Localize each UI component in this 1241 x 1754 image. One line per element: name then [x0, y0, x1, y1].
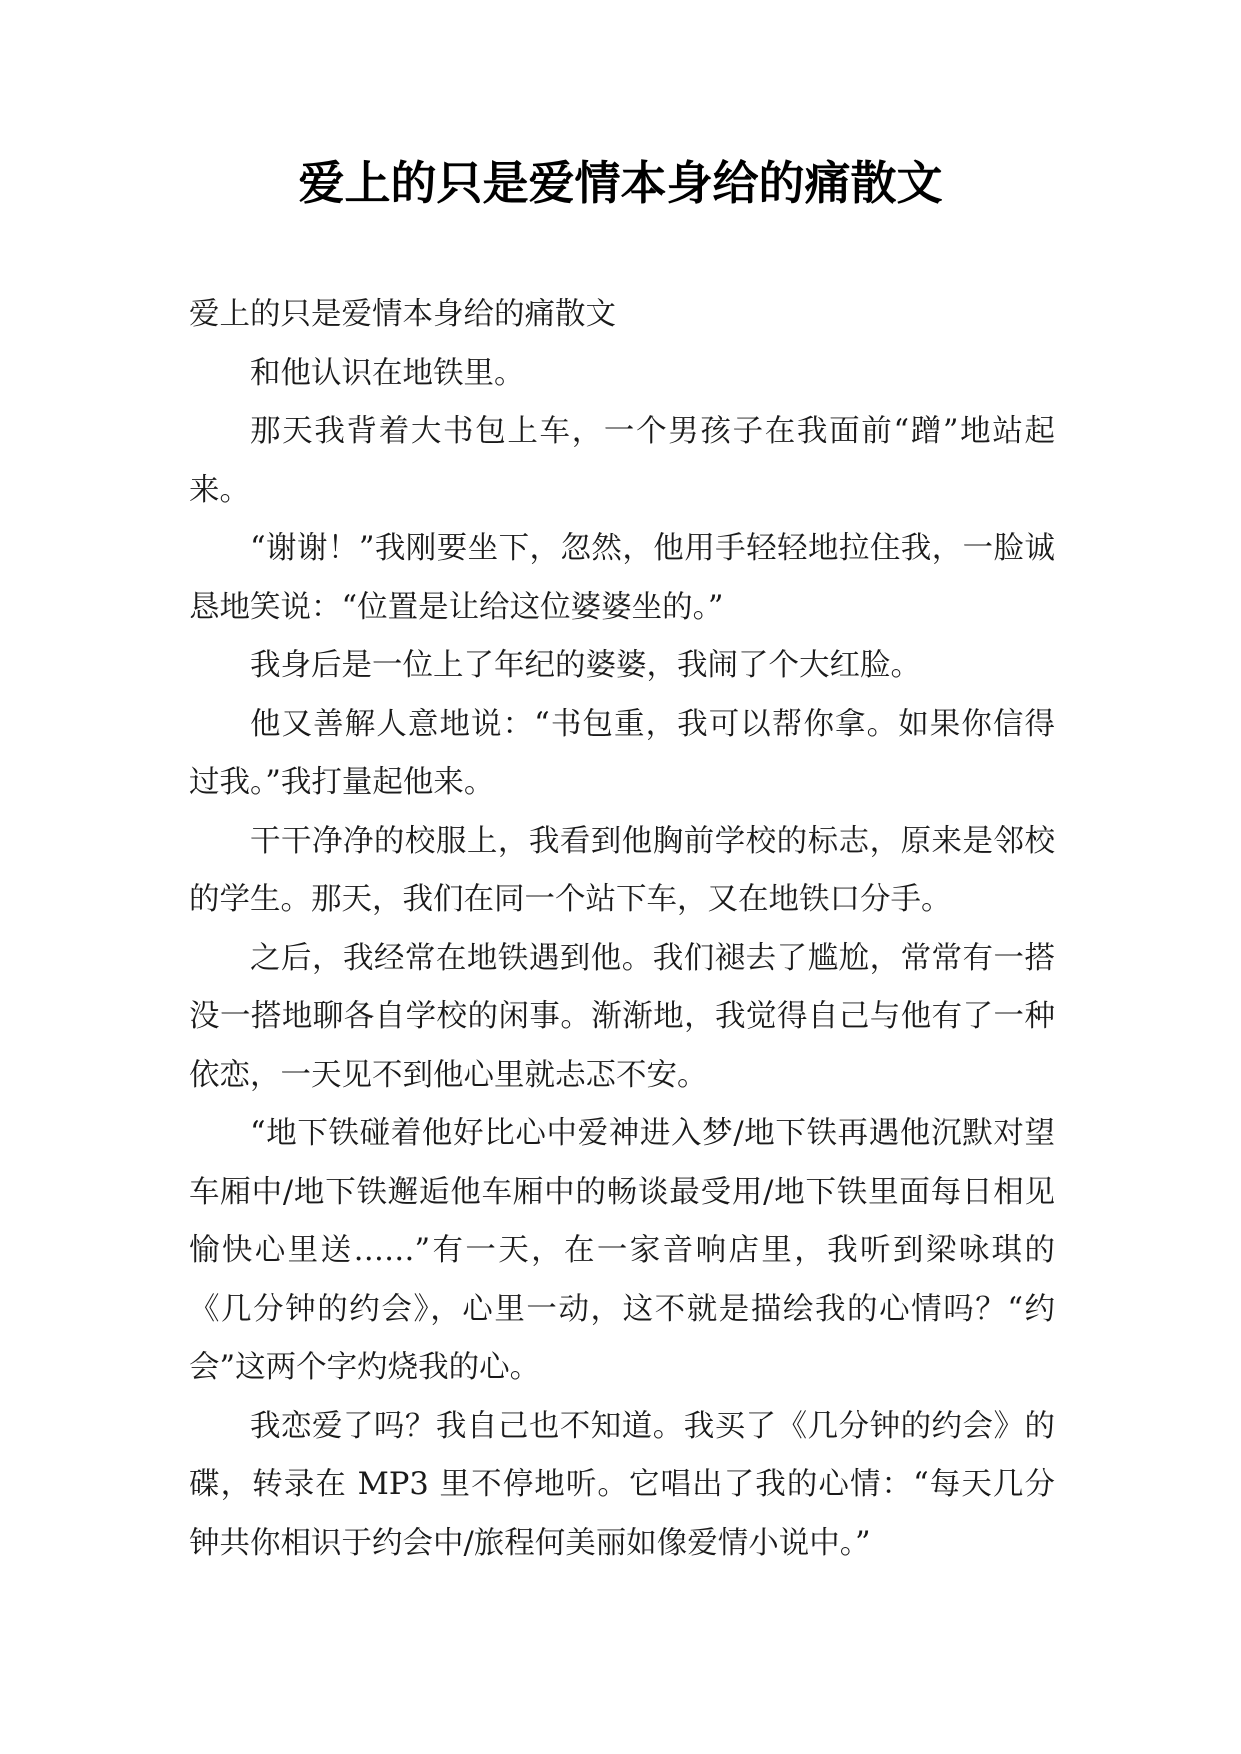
- document-body: [189, 286, 1055, 1573]
- paragraph: “地下铁碰着他好比心中爱神进入梦/地下铁再遇他沉默对望车厢中/地下铁邂逅他车厢中的畅谈最受用/地下铁里面每日相见愉快心里送……”有一天，在一家音响店里，我听到梁咏琪的《几分钟的约会》，心里一动，这不就是描绘我的心情吗？“约会”这两个字灼烧我的心。: [189, 1116, 1055, 1385]
- paragraph: 他又善解人意地说：“书包重，我可以帮你拿。如果你信得过我。”我打量起他来。: [189, 706, 1055, 800]
- paragraph: 那天我背着大书包上车，一个男孩子在我面前“蹭”地站起来。: [189, 414, 1055, 508]
- paragraph: 干干净净的校服上，我看到他胸前学校的标志，原来是邻校的学生。那天，我们在同一个站下车，又在地铁口分手。: [189, 823, 1055, 917]
- paragraph: 我身后是一位上了年纪的婆婆，我闹了个大红脸。: [250, 648, 921, 683]
- paragraph: “谢谢！”我刚要坐下，忽然，他用手轻轻地拉住我，一脸诚恳地笑说：“位置是让给这位婆婆坐的。”: [189, 531, 1055, 625]
- paragraph: 和他认识在地铁里。: [250, 355, 525, 391]
- body-heading-line: 爱上的只是爱情本身给的痛散文: [189, 297, 616, 332]
- paragraph: 之后，我经常在地铁遇到他。我们褪去了尴尬，常常有一搭没一搭地聊各自学校的闲事。渐渐地，我觉得自己与他有了一种依恋，一天见不到他心里就忐忑不安。: [189, 940, 1055, 1093]
- document-title: 爱上的只是爱情本身给的痛散文: [298, 156, 943, 210]
- paragraph: 我恋爱了吗？我自己也不知道。我买了《几分钟的约会》的碟，转录在 MP3 里不停地听。它唱出了我的心情：“每天几分钟共你相识于约会中/旅程何美丽如像爱情小说中。”: [189, 1408, 1055, 1561]
